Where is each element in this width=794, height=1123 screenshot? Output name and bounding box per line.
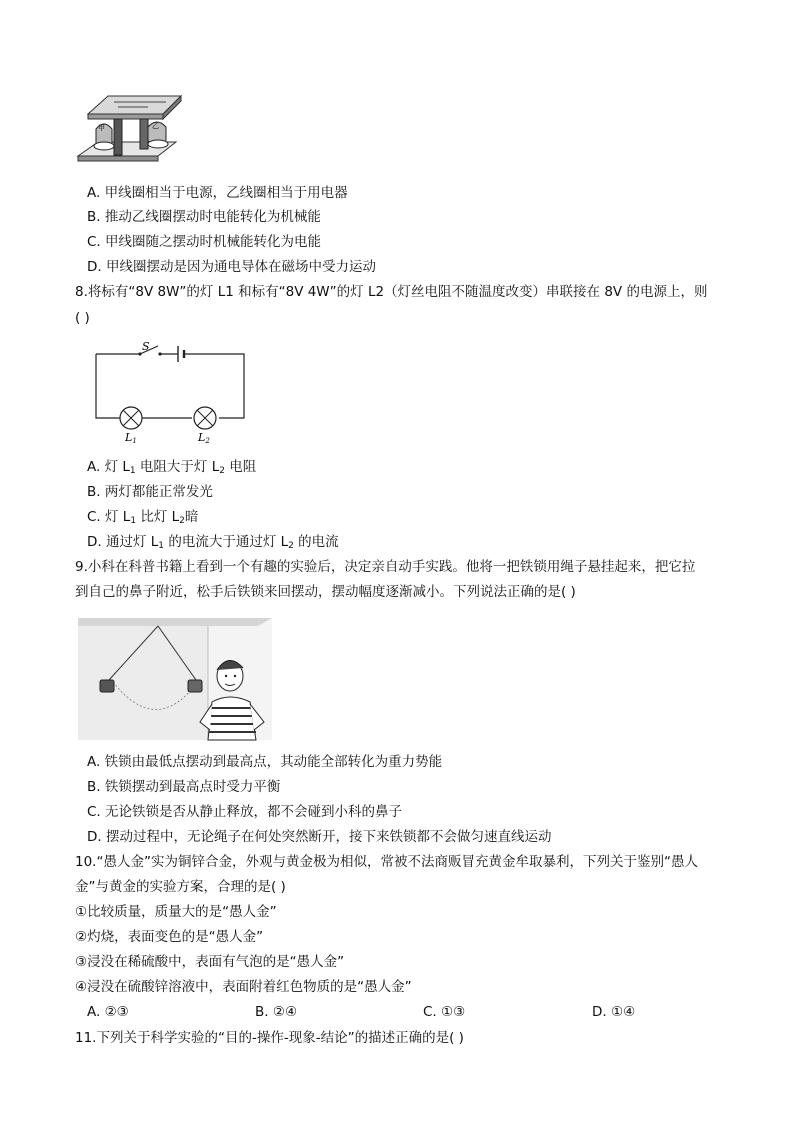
lamp1-label: L1: [125, 431, 137, 445]
lamp2-label: L2: [198, 431, 210, 445]
q10-item-1: ①比较质量，质量大的是“愚人金”: [75, 904, 277, 920]
q8-stem-line1: 8.将标有“8V 8W”的灯 L1 和标有“8V 4W”的灯 L2（灯丝电阻不随温度改变）串联接在 8V 的电源上，则: [75, 284, 708, 300]
q10-item-2: ②灼烧，表面变色的是“愚人金”: [75, 929, 264, 945]
q8-option-a: A. 灯 $L_1$ 电阻大于灯 $L_2$ 电阻: [87, 459, 257, 476]
q7-option-a: A. 甲线圈相当于电源，乙线圈相当于用电器: [87, 185, 348, 201]
q8-option-b: B. 两灯都能正常发光: [87, 484, 213, 500]
q10-item-3: ③浸没在稀硫酸中，表面有气泡的是“愚人金”: [75, 954, 345, 970]
coil-label-left: 甲: [98, 124, 105, 132]
q9-option-d: D. 摆动过程中，无论绳子在何处突然断开，接下来铁锁都不会做匀速直线运动: [87, 829, 552, 845]
q10-choice-c: C. ①③: [423, 1004, 466, 1020]
pendulum-lock-illustration: [78, 618, 272, 740]
q10-stem-line2: 金”与黄金的实验方案，合理的是( ): [75, 879, 286, 895]
q9-stem-line1: 9.小科在科普书籍上看到一个有趣的实验后，决定亲自动手实践。他将一把铁锁用绳子悬挂起来，把它拉: [75, 559, 696, 575]
q9-option-a: A. 铁锁由最低点摆动到最高点，其动能全部转化为重力势能: [87, 754, 443, 770]
q10-choice-b: B. ②④: [255, 1004, 298, 1020]
q8-option-c: C. 灯 $L_1$ 比灯 $L_2$暗: [87, 509, 199, 526]
switch-label: S: [142, 340, 150, 353]
q7-option-c: C. 甲线圈随之摆动时机械能转化为电能: [87, 234, 322, 250]
q10-choice-a: A. ②③: [87, 1004, 129, 1020]
q11-stem-line1: 11.下列关于科学实验的“目的-操作-现象-结论”的描述正确的是( ): [75, 1030, 464, 1046]
q8-option-d: D. 通过灯 $L_1$ 的电流大于通过灯 $L_2$ 的电流: [87, 534, 339, 551]
series-circuit-diagram: [92, 340, 252, 445]
q8-stem-line2: ( ): [75, 310, 90, 326]
coil-apparatus-figure: [78, 94, 183, 162]
q10-choice-d: D. ①④: [592, 1004, 636, 1020]
coil-label-right: 乙: [152, 122, 159, 130]
q10-stem-line1: 10.“愚人金”实为铜锌合金，外观与黄金极为相似，常被不法商贩冒充黄金牟取暴利，下列关于鉴别“愚人: [75, 854, 698, 870]
q7-option-b: B. 推动乙线圈摆动时电能转化为机械能: [87, 209, 321, 225]
q7-option-d: D. 甲线圈摆动是因为通电导体在磁场中受力运动: [87, 259, 376, 275]
q9-option-b: B. 铁锁摆动到最高点时受力平衡: [87, 779, 281, 795]
q10-item-4: ④浸没在硫酸锌溶液中，表面附着红色物质的是“愚人金”: [75, 979, 412, 995]
q9-stem-line2: 到自己的鼻子附近，松手后铁锁来回摆动，摆动幅度逐渐减小。下列说法正确的是( ): [75, 584, 576, 600]
q9-option-c: C. 无论铁锁是否从静止释放，都不会碰到小科的鼻子: [87, 804, 403, 820]
